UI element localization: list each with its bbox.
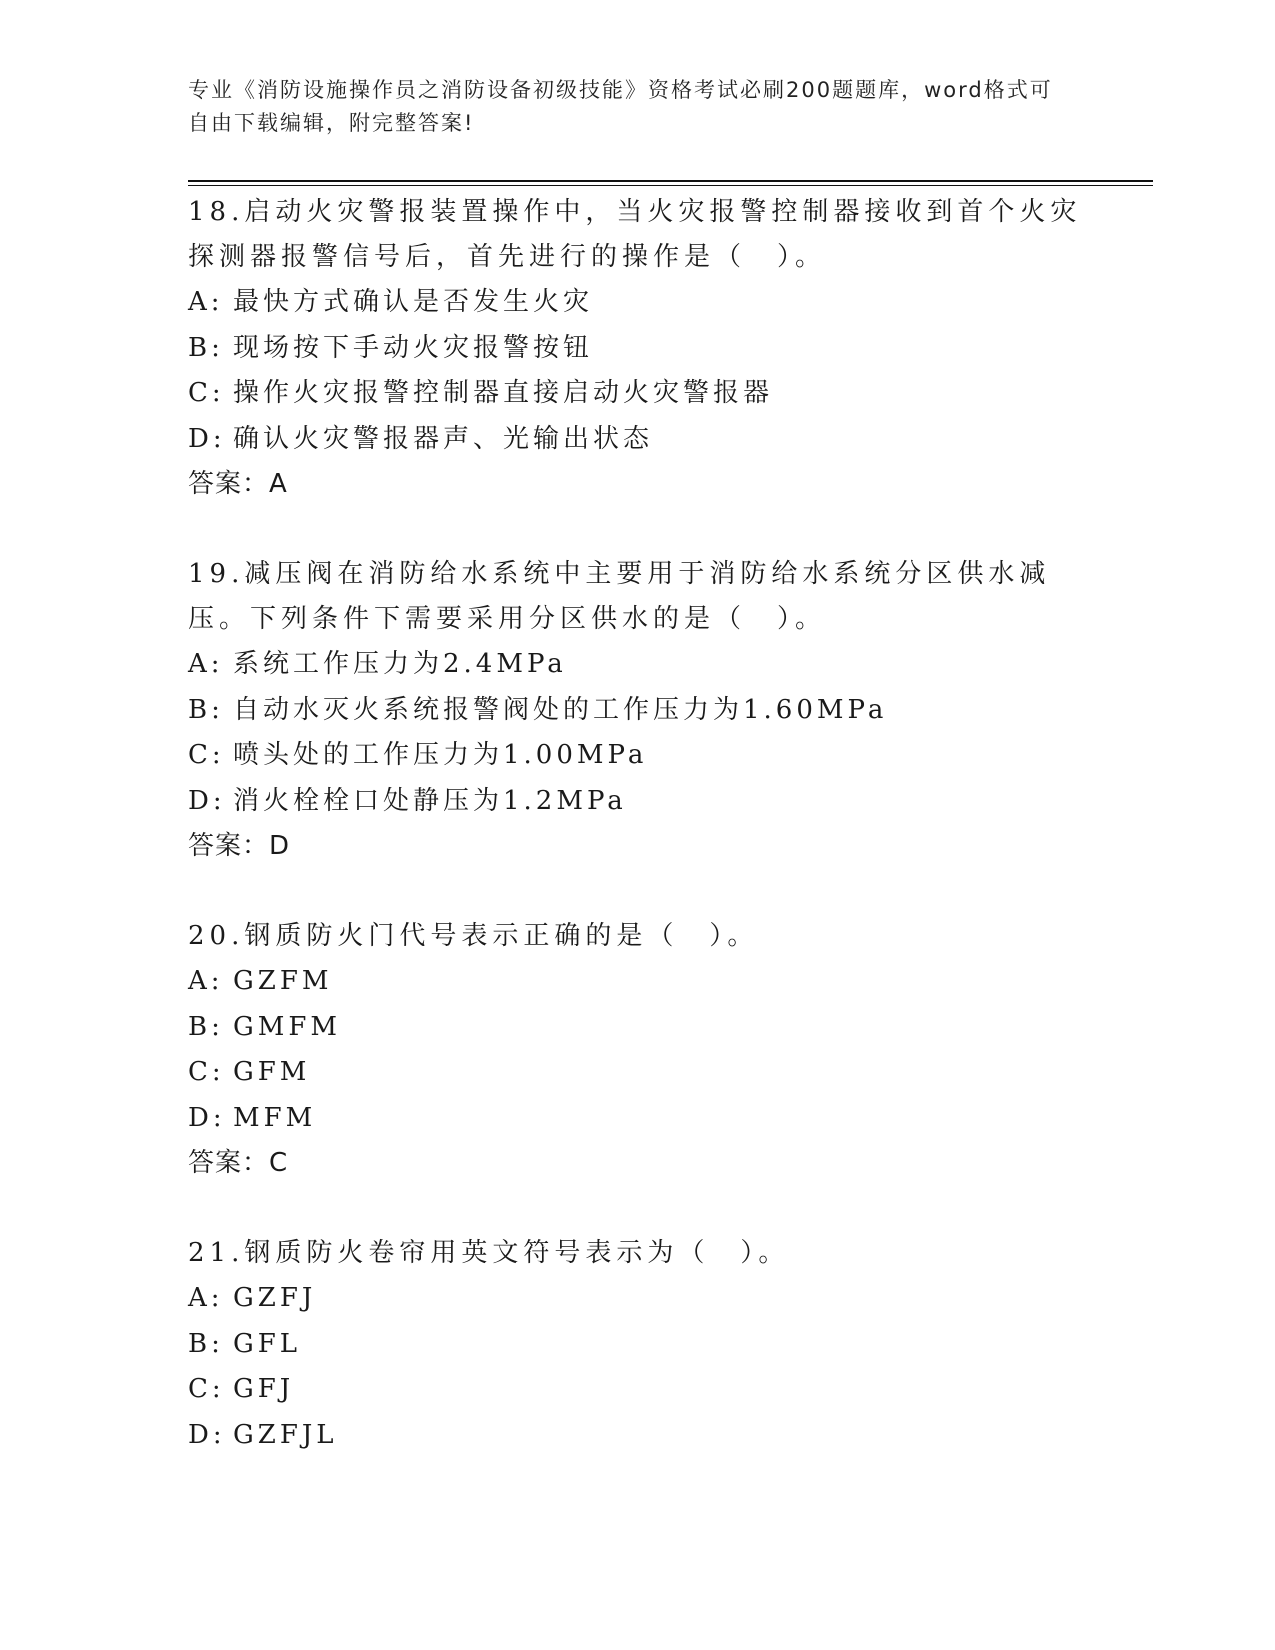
option-text: MFM [233,1102,317,1133]
option-key: C: [188,740,225,770]
question-20 [188,914,1088,1186]
option-text: 喷头处的工作压力为1.00MPa [233,740,648,770]
option-text: GZFJ [233,1283,317,1313]
option-key: B: [188,694,224,725]
option-b [188,1005,1088,1051]
option-key: A: [188,966,224,996]
answer-label: 答案： [188,831,270,861]
option-key: B: [188,1328,224,1359]
option-text: 操作火灾报警控制器直接启动火灾警报器 [233,378,774,408]
option-text: GZFM [233,966,333,996]
answer-value: D [269,831,291,861]
answer-value: A [269,469,288,499]
option-text: GFM [233,1057,311,1087]
option-d [188,1413,1088,1459]
option-text: 自动水灭火系统报警阀处的工作压力为1.60MPa [233,694,888,725]
option-text: 最快方式确认是否发生火灾 [233,287,594,317]
option-text: GFJ [233,1374,295,1404]
answer-line [188,824,1088,869]
option-c [188,1367,1088,1413]
answer-label: 答案： [188,1148,270,1178]
option-a [188,1276,1088,1322]
option-key: D: [188,1102,226,1133]
option-key: D: [188,785,226,816]
option-text: 确认火灾警报器声、光输出状态 [233,423,654,454]
option-text: GMFM [233,1011,342,1042]
header-divider [188,180,1153,186]
option-b [188,688,1088,734]
option-d [188,1096,1088,1142]
option-key: C: [188,1057,225,1087]
option-key: C: [188,378,225,408]
option-key: D: [188,423,226,454]
answer-label: 答案： [188,469,270,499]
option-key: C: [188,1374,225,1404]
option-c [188,371,1088,417]
option-key: A: [188,1283,224,1313]
option-key: B: [188,1011,224,1042]
option-key: D: [188,1419,226,1450]
question-19 [188,552,1088,869]
document-header: 专业《消防设施操作员之消防设备初级技能》资格考试必刷200题题库，word格式可自由下载编辑，附完整答案! [188,78,1053,135]
option-d [188,417,1088,463]
option-b [188,1322,1088,1368]
option-text: GZFJL [233,1419,338,1450]
option-c [188,1050,1088,1096]
question-stem: 19.减压阀在消防给水系统中主要用于消防给水系统分区供水减压。下列条件下需要采用分区供水的是（ ）。 [188,559,1051,634]
question-stem: 18.启动火灾警报装置操作中，当火灾报警控制器接收到首个火灾探测器报警信号后，首先进行的操作是（ ）。 [188,197,1082,272]
option-key: A: [188,287,224,317]
question-list [188,190,1088,1503]
option-key: B: [188,332,224,363]
option-d [188,779,1088,825]
answer-line [188,1141,1088,1186]
question-21 [188,1231,1088,1458]
question-stem: 21.钢质防火卷帘用英文符号表示为（ ）。 [188,1238,790,1268]
answer-value: C [269,1148,289,1178]
answer-line [188,462,1088,507]
question-stem: 20.钢质防火门代号表示正确的是（ ）。 [188,921,759,951]
option-b [188,326,1088,372]
option-text: 消火栓栓口处静压为1.2MPa [233,785,627,816]
option-key: A: [188,649,224,679]
option-a [188,959,1088,1005]
option-a [188,642,1088,688]
option-text: 系统工作压力为2.4MPa [233,649,567,679]
option-text: 现场按下手动火灾报警按钮 [233,332,594,363]
option-c [188,733,1088,779]
option-text: GFL [233,1328,302,1359]
question-18 [188,190,1088,507]
option-a [188,280,1088,326]
